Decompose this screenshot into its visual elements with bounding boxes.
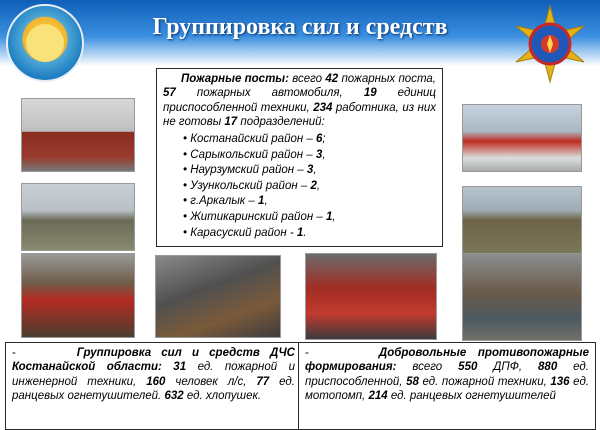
dash-marker: - xyxy=(12,347,77,359)
district-suffix: , xyxy=(316,179,321,192)
photo-tractors-field xyxy=(462,186,582,254)
text-fragment: человек л/с, xyxy=(165,375,257,388)
district-item xyxy=(183,194,336,210)
extinguisher-count: 77 xyxy=(256,375,270,388)
emblem-center xyxy=(26,24,64,62)
dash-marker: - xyxy=(305,347,379,359)
district-count: 3 xyxy=(306,164,314,177)
district-count: 1 xyxy=(325,210,333,223)
district-count: 6 xyxy=(316,133,323,145)
district-name: Наурзумский район – xyxy=(190,164,307,177)
text-fragment xyxy=(162,361,173,373)
vehicles-count: 57 xyxy=(163,87,176,100)
district-suffix: , xyxy=(322,148,326,161)
text-fragment: работника, из них не готовы xyxy=(163,101,437,129)
district-suffix: . xyxy=(303,226,307,239)
beater-count: 632 xyxy=(164,390,184,403)
photo-firefighters-field xyxy=(21,183,135,251)
district-name: Сарыкольский район – xyxy=(190,148,316,161)
district-name: Узункольский район – xyxy=(190,179,311,192)
emergency-service-emblem-icon xyxy=(510,4,590,84)
district-list xyxy=(183,132,336,241)
district-count: 1 xyxy=(296,226,304,239)
adapted-count: 19 xyxy=(363,87,377,100)
text-fragment: ед. приспособленной, xyxy=(305,361,589,388)
text-fragment: пожарных автомобиля, xyxy=(175,87,364,100)
extinguisher-count: 214 xyxy=(368,390,388,403)
text-fragment: ДПФ, xyxy=(477,361,539,374)
district-name: г.Аркалык – xyxy=(190,195,259,208)
text-fragment: ед. мотопомп, xyxy=(305,375,590,403)
page-title: Группировка сил и средств xyxy=(152,14,448,40)
district-item xyxy=(183,210,336,226)
photo-fire-station xyxy=(21,98,135,172)
people-count: 160 xyxy=(146,375,166,388)
regional-emblem-icon xyxy=(6,4,84,82)
adapted-count: 880 xyxy=(538,361,558,374)
district-name: Костанайский район – xyxy=(190,133,316,145)
fire-posts-label: Пожарные посты: xyxy=(181,73,289,85)
text-fragment: всего xyxy=(288,73,326,85)
text-fragment: ед. ранцевых огнетушителей xyxy=(387,390,556,403)
not-ready-count: 17 xyxy=(224,116,238,129)
dchs-grouping-box xyxy=(5,342,302,430)
district-item xyxy=(183,163,336,179)
volunteer-formations-box xyxy=(298,342,596,430)
text-fragment: ед. пожарной и инженерной техники, xyxy=(12,361,296,388)
district-suffix: , xyxy=(313,164,317,177)
photo-fire-truck-front xyxy=(21,253,135,338)
district-item xyxy=(183,226,336,242)
photo-truck-undercarriage xyxy=(155,255,281,338)
fire-tech-count: 58 xyxy=(406,375,419,388)
district-name: Житикаринский район – xyxy=(190,210,326,223)
text-fragment: единиц приспособленной техники, xyxy=(163,87,436,114)
district-item xyxy=(183,132,336,148)
volunteer-formations-label: Добровольные противопожарные формирования: xyxy=(305,347,590,374)
text-fragment: ед. хлопушек. xyxy=(183,390,262,403)
fire-eng-count: 31 xyxy=(173,361,187,374)
district-count: 2 xyxy=(310,179,317,192)
district-item xyxy=(183,148,336,164)
fire-posts-box xyxy=(156,68,443,247)
dchs-grouping-label: Группировка сил и средств ДЧС Костанайской области: xyxy=(12,347,295,374)
district-name: Карасуский район - xyxy=(190,226,297,239)
text-fragment: ед. пожарной техники, xyxy=(418,375,551,388)
photo-fire-trucks-column xyxy=(462,104,582,172)
district-suffix: ; xyxy=(322,133,326,145)
district-suffix: , xyxy=(264,195,268,208)
text-fragment: всего xyxy=(396,361,459,374)
text-fragment: подразделений: xyxy=(237,116,325,129)
dpf-count: 550 xyxy=(458,361,478,374)
district-suffix: , xyxy=(332,210,336,223)
district-count: 3 xyxy=(315,148,323,161)
pumps-count: 136 xyxy=(550,375,570,388)
district-item xyxy=(183,179,336,195)
text-fragment: ед. ранцевых огнетушителей. xyxy=(12,375,295,403)
workers-count: 234 xyxy=(313,101,333,114)
text-fragment: пожарных поста, xyxy=(338,73,436,85)
photo-red-fire-truck xyxy=(305,253,437,340)
fire-posts-intro xyxy=(163,72,436,130)
photo-engine-detail xyxy=(462,253,582,341)
posts-count: 42 xyxy=(325,73,339,85)
district-count: 1 xyxy=(258,195,265,208)
